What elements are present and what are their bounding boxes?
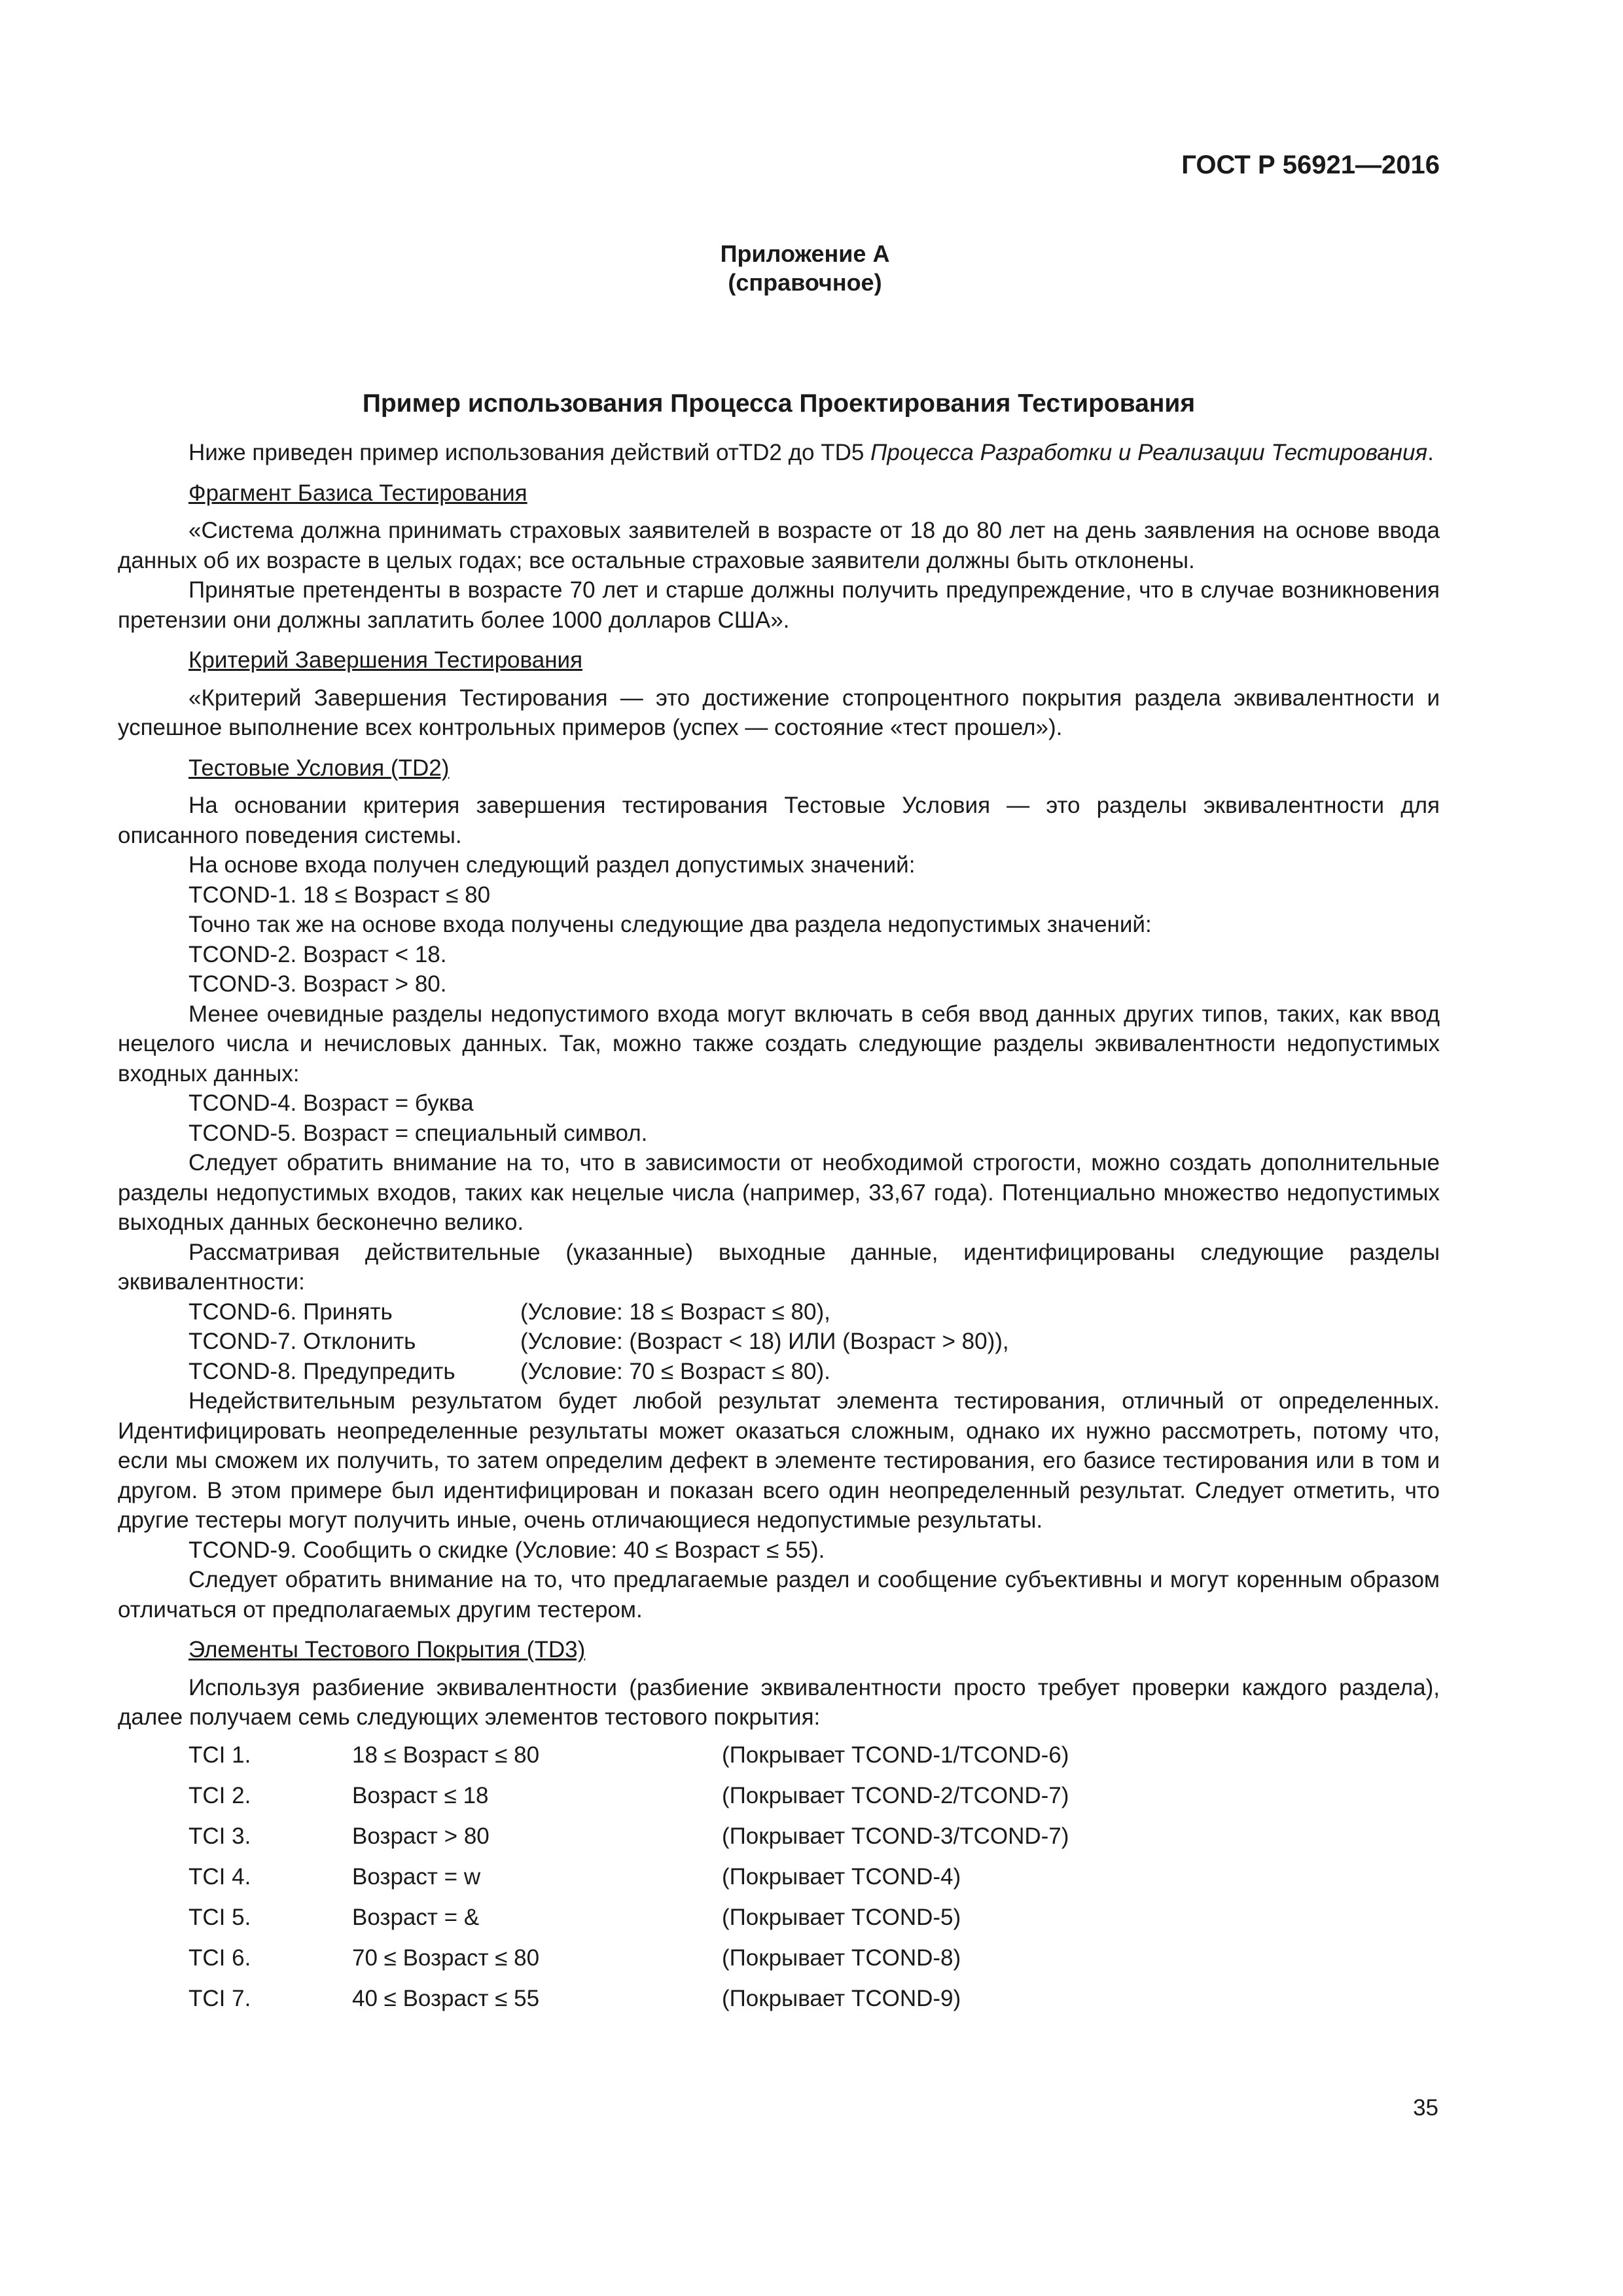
paragraph: Недействительным результатом будет любой результат элемента тестирования, отличный от определенных. Идентифицировать неопределенные результаты может оказаться сложным, однако их нужно рассмотреть, потому что, если мы сможем их получить, то затем определим дефект в элементе тестирования, его базисе тестирования или в том и другом. В этом примере был идентифицирован и показан всего один неопределенный результат. Следует отметить, что другие тестеры могут получить иные, очень отличающиеся недопустимые результаты. [118, 1388, 1440, 1533]
coverage-item [188, 1857, 1440, 1897]
condition-rule: (Условие: 70 ≤ Возраст ≤ 80). [520, 1358, 830, 1384]
condition-row [118, 1357, 1440, 1387]
paragraph: На основе входа получен следующий раздел допустимых значений: [188, 852, 916, 878]
coverage-item-id: TCI 7. [188, 1985, 251, 2011]
intro-end: . [1427, 440, 1434, 465]
condition-row [118, 1297, 1440, 1327]
coverage-items-list [118, 1735, 1440, 2019]
coverage-item-id: TCI 5. [188, 1904, 251, 1930]
coverage-item-covers: (Покрывает TCOND-4) [722, 1863, 961, 1890]
coverage-item-expression: 40 ≤ Возраст ≤ 55 [352, 1985, 540, 2011]
coverage-item-covers: (Покрывает TCOND-3/TCOND-7) [722, 1823, 1069, 1849]
condition-rule: (Условие: 18 ≤ Возраст ≤ 80), [520, 1299, 830, 1325]
intro-paragraph [118, 438, 1440, 468]
paragraph: На основании критерия завершения тестирования Тестовые Условия — это разделы эквивалентности для описанного поведения системы. [118, 793, 1440, 848]
coverage-item-covers: (Покрывает TCOND-5) [722, 1904, 961, 1930]
coverage-item [188, 1897, 1440, 1938]
paragraph: Следует обратить внимание на то, что в зависимости от необходимой строгости, можно создать дополнительные разделы недопустимых входов, таких как нецелые числа (например, 33,67 года). Потенциально множество недопустимых выходных данных бесконечно велико. [118, 1150, 1440, 1235]
coverage-item [188, 1938, 1440, 1979]
coverage-item-expression: Возраст = & [352, 1904, 480, 1930]
test-condition: TCOND-2. Возраст < 18. [188, 941, 447, 967]
coverage-item-id: TCI 1. [188, 1742, 251, 1768]
test-condition: TCOND-9. Сообщить о скидке (Условие: 40 ≤ Возраст ≤ 55). [188, 1537, 825, 1563]
coverage-item-id: TCI 2. [188, 1782, 251, 1808]
intro-text: Ниже приведен пример использования действий отTD2 до TD5 [188, 440, 871, 465]
coverage-item [188, 1776, 1440, 1816]
page-number: 35 [1413, 2095, 1438, 2121]
coverage-item-covers: (Покрывает TCOND-8) [722, 1945, 961, 1971]
coverage-item-expression: 18 ≤ Возраст ≤ 80 [352, 1742, 540, 1768]
document-number: ГОСТ Р 56921—2016 [1181, 151, 1440, 179]
coverage-item-id: TCI 4. [188, 1863, 251, 1890]
condition-name: TCOND-7. Отклонить [188, 1329, 416, 1354]
coverage-item-expression: Возраст > 80 [352, 1823, 490, 1849]
coverage-item-covers: (Покрывает TCOND-2/TCOND-7) [722, 1782, 1069, 1808]
coverage-item-expression: Возраст = w [352, 1863, 481, 1890]
coverage-item-covers: (Покрывает TCOND-1/TCOND-6) [722, 1742, 1069, 1768]
paragraph: Следует обратить внимание на то, что предлагаемые раздел и сообщение субъективны и могут коренным образом отличаться от предполагаемых другим тестером. [118, 1567, 1440, 1623]
coverage-item-covers: (Покрывает TCOND-9) [722, 1985, 961, 2011]
paragraph: Используя разбиение эквивалентности (разбиение эквивалентности просто требует проверки каждого раздела), далее получаем семь следующих элементов тестового покрытия: [118, 1674, 1440, 1730]
appendix-label: Приложение А [720, 240, 890, 267]
test-condition: TCOND-5. Возраст = специальный символ. [188, 1120, 648, 1146]
coverage-item [188, 1979, 1440, 2019]
condition-rule: (Условие: (Возраст < 18) ИЛИ (Возраст > 80)), [520, 1329, 1009, 1354]
test-condition: TCOND-3. Возраст > 80. [188, 971, 447, 997]
section-heading-test-conditions: Тестовые Условия (TD2) [188, 755, 450, 781]
paragraph: Менее очевидные разделы недопустимого входа могут включать в себя ввод данных других типов, таких, как ввод нецелого числа и нечисловых данных. Так, можно также создать следующие разделы эквивалентности недопустимых входных данных: [118, 1001, 1440, 1086]
section-heading-test-basis: Фрагмент Базиса Тестирования [188, 480, 527, 506]
appendix-heading [170, 240, 1440, 297]
test-condition: TCOND-4. Возраст = буква [188, 1090, 474, 1116]
section-heading-coverage-items: Элементы Тестового Покрытия (TD3) [188, 1637, 586, 1662]
paragraph: Принятые претенденты в возрасте 70 лет и старше должны получить предупреждение, что в случае возникновения претензии они должны заплатить более 1000 долларов США». [118, 577, 1440, 633]
condition-name: TCOND-8. Предупредить [188, 1358, 455, 1384]
coverage-item-id: TCI 6. [188, 1945, 251, 1971]
section-heading-completion-criterion: Критерий Завершения Тестирования [188, 647, 583, 673]
page-title: Пример использования Процесса Проектирования Тестирования [362, 389, 1196, 418]
paragraph: «Критерий Завершения Тестирования — это достижение стопроцентного покрытия раздела эквивалентности и успешное выполнение всех контрольных примеров (успех — состояние «тест прошел»). [118, 685, 1440, 740]
coverage-item-id: TCI 3. [188, 1823, 251, 1849]
coverage-item [188, 1735, 1440, 1776]
paragraph: Рассматривая действительные (указанные) выходные данные, идентифицированы следующие разделы эквивалентности: [118, 1239, 1440, 1295]
test-condition: TCOND-1. 18 ≤ Возраст ≤ 80 [188, 882, 491, 908]
coverage-item-expression: 70 ≤ Возраст ≤ 80 [352, 1945, 540, 1971]
appendix-type: (справочное) [728, 268, 882, 296]
coverage-item-expression: Возраст ≤ 18 [352, 1782, 489, 1808]
paragraph: «Система должна принимать страховых заявителей в возрасте от 18 до 80 лет на день заявления на основе ввода данных об их возрасте в целых годах; все остальные страховые заявители должны быть отклонены. [118, 518, 1440, 573]
condition-row [118, 1327, 1440, 1357]
coverage-item [188, 1816, 1440, 1857]
intro-italic: Процесса Разработки и Реализации Тестирования [870, 440, 1428, 465]
condition-name: TCOND-6. Принять [188, 1299, 393, 1325]
paragraph: Точно так же на основе входа получены следующие два раздела недопустимых значений: [188, 912, 1152, 937]
